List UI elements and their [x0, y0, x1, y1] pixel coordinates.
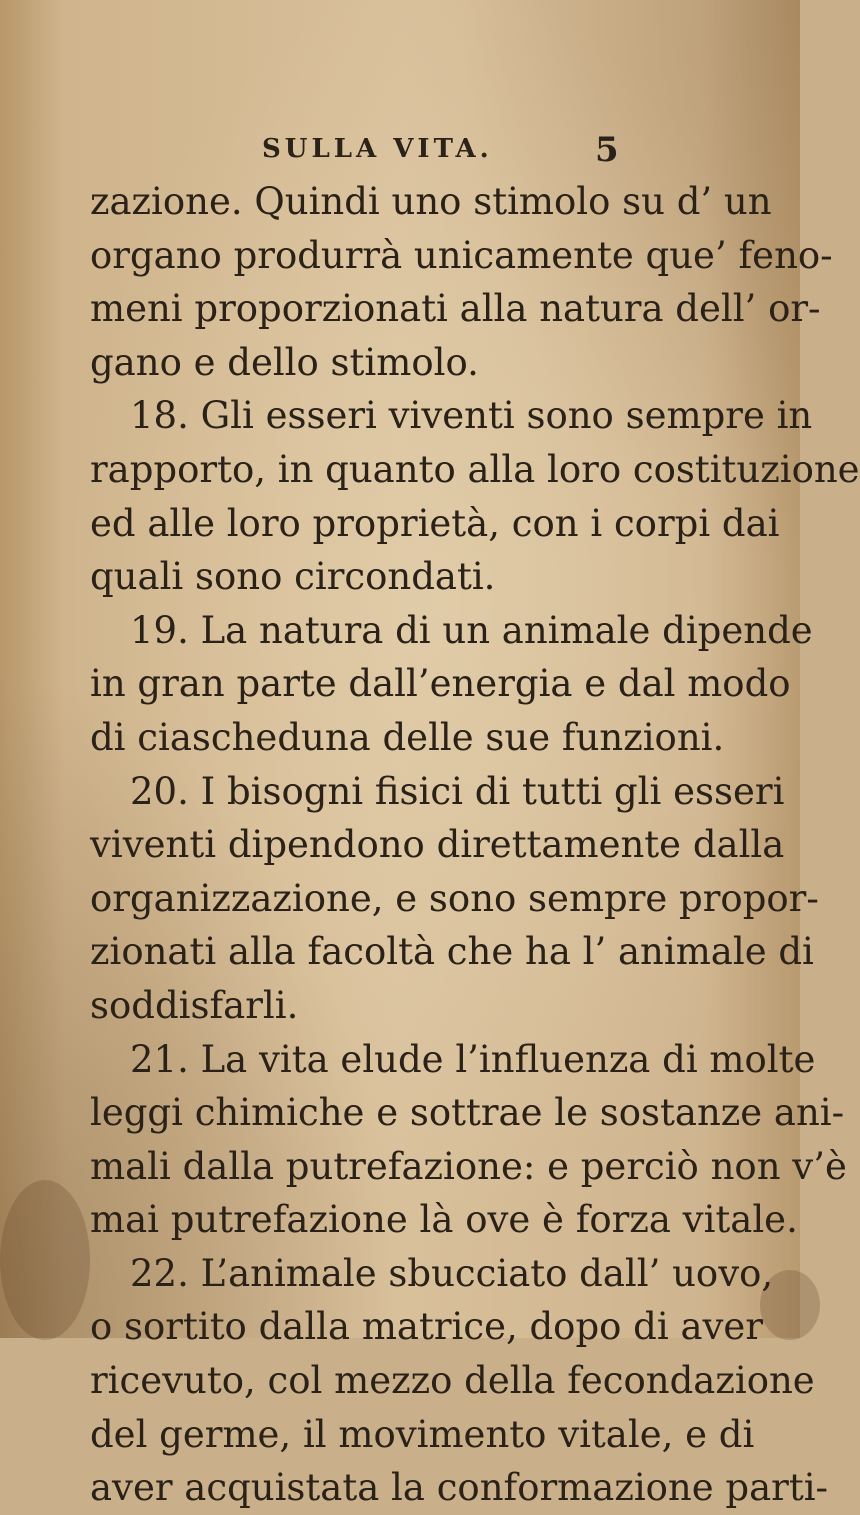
text-line: organo produrrà unicamente que’ feno- — [90, 233, 833, 277]
page-header — [0, 130, 800, 170]
text-line: mali dalla putrefazione: e perciò non v’è — [90, 1144, 847, 1188]
text-line: meni proporzionati alla natura dell’ or- — [90, 287, 821, 331]
text-line: viventi dipendono direttamente dalla — [90, 823, 785, 867]
text-line: in gran parte dall’energia e dal modo — [90, 662, 791, 706]
paper-stain — [0, 1180, 90, 1340]
text-line: di ciascheduna delle sue funzioni. — [90, 715, 725, 759]
text-line: soddisfarli. — [90, 983, 299, 1027]
running-title: SULLA VITA. — [262, 134, 493, 164]
text-line: rapporto, in quanto alla loro costituzione — [90, 447, 860, 491]
text-line: zazione. Quindi uno stimolo su d’ un — [90, 180, 772, 223]
text-line: o sortito dalla matrice, dopo di aver — [90, 1305, 764, 1349]
text-line: aver acquistata la conformazione parti- — [90, 1466, 829, 1510]
text-line: 22. L’animale sbucciato dall’ uovo, — [130, 1251, 774, 1295]
text-line: 20. I bisogni fisici di tutti gli esseri — [130, 769, 785, 813]
text-line: gano e dello stimolo. — [90, 340, 479, 384]
text-line: quali sono circondati. — [90, 555, 496, 599]
page-number: 5 — [595, 130, 619, 170]
text-line: del germe, il movimento vitale, e di — [90, 1412, 755, 1456]
text-line: ed alle loro proprietà, con i corpi dai — [90, 501, 780, 545]
body-text — [90, 175, 860, 1515]
text-line: 18. Gli esseri viventi sono sempre in — [130, 394, 813, 438]
text-line: 19. La natura di un animale dipende — [130, 608, 813, 652]
text-line: mai putrefazione là ove è forza vitale. — [90, 1198, 798, 1242]
text-line: 21. La vita elude l’influenza di molte — [130, 1037, 816, 1081]
text-line: leggi chimiche e sottrae le sostanze ani- — [90, 1091, 845, 1135]
text-line: ricevuto, col mezzo della fecondazione — [90, 1359, 815, 1403]
text-line: zionati alla facoltà che ha l’ animale di — [90, 930, 814, 974]
text-line: organizzazione, e sono sempre propor- — [90, 876, 819, 920]
